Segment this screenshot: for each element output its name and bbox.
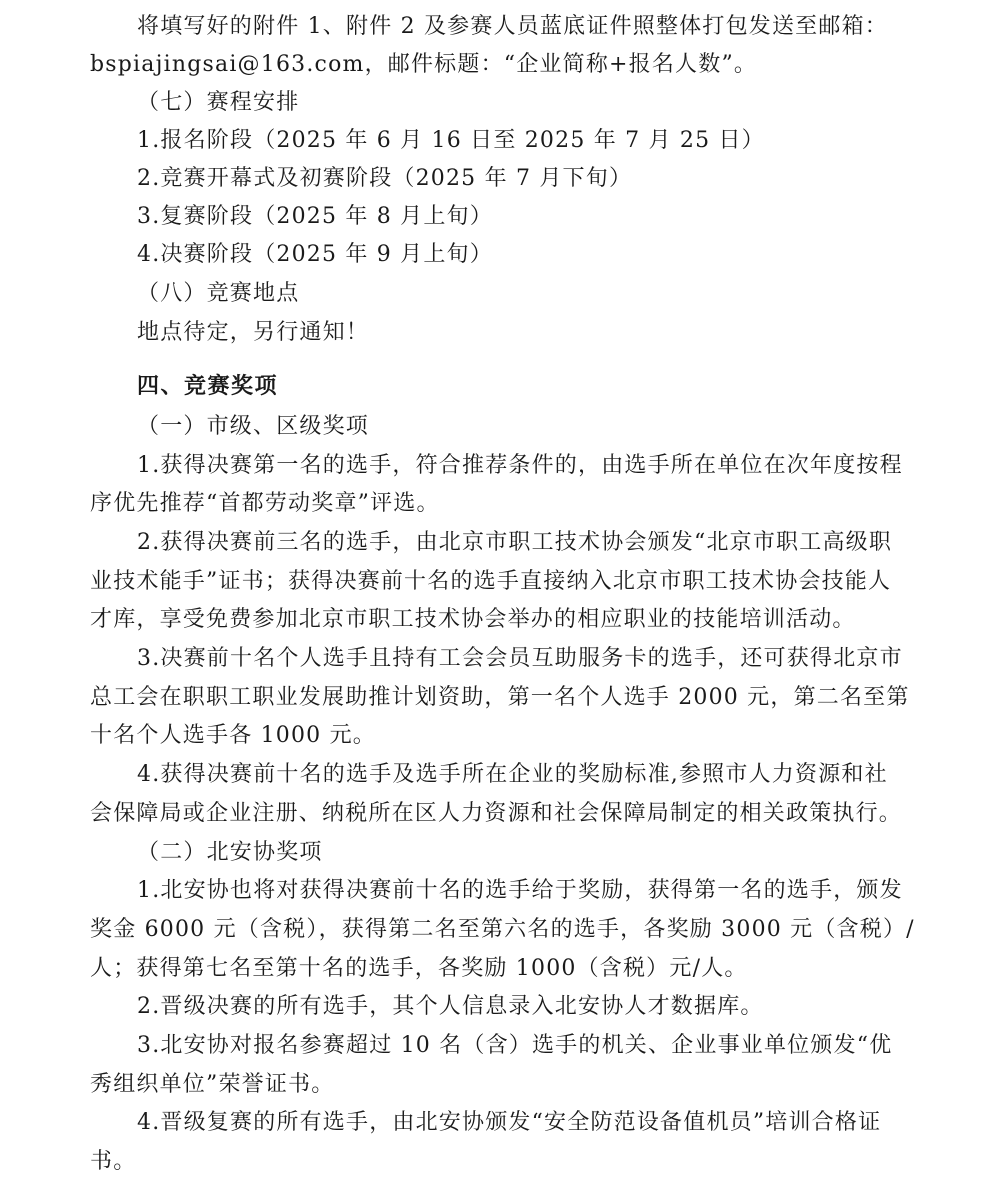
paragraph-line: 总工会在职职工职业发展助推计划资助，第一名个人选手 2000 元，第二名至第 (90, 685, 910, 710)
section-subheading: （七）赛程安排 (137, 90, 300, 115)
paragraph-line: 2.获得决赛前三名的选手，由北京市职工技术协会颁发“北京市职工高级职 (137, 530, 893, 555)
paragraph-line: 才库，享受免费参加北京市职工技术协会举办的相应职业的技能培训活动。 (90, 607, 856, 632)
paragraph-line: 书。 (90, 1149, 137, 1174)
paragraph-line: 1.获得决赛第一名的选手，符合推荐条件的，由选手所在单位在次年度按程 (137, 453, 903, 478)
list-item: 3.复赛阶段（2025 年 8 月上旬） (137, 204, 493, 229)
paragraph-line: 会保障局或企业注册、纳税所在区人力资源和社会保障局制定的相关政策执行。 (90, 801, 903, 826)
paragraph-line: 奖金 6000 元（含税），获得第二名至第六名的选手，各奖励 3000 元（含税）/ (90, 917, 915, 942)
section-heading: 四、竞赛奖项 (137, 374, 279, 399)
paragraph-line: 序优先推荐“首都劳动奖章”评选。 (90, 491, 440, 516)
paragraph-line: 人；获得第七名至第十名的选手，各奖励 1000（含税）元/人。 (90, 956, 748, 981)
list-item: 4.决赛阶段（2025 年 9 月上旬） (137, 242, 493, 267)
paragraph-line: 1.北安协也将对获得决赛前十名的选手给于奖励，获得第一名的选手，颁发 (137, 878, 903, 903)
paragraph-line: 十名个人选手各 1000 元。 (90, 723, 376, 748)
paragraph-line: 4.获得决赛前十名的选手及选手所在企业的奖励标准,参照市人力资源和社 (137, 762, 888, 787)
section-subheading: （二）北安协奖项 (137, 840, 323, 865)
section-subheading: （八）竞赛地点 (137, 281, 300, 306)
paragraph-line: 将填写好的附件 1、附件 2 及参赛人员蓝底证件照整体打包发送至邮箱： (137, 14, 888, 39)
paragraph-line: 业技术能手”证书；获得决赛前十名的选手直接纳入北京市职工技术协会技能人 (90, 569, 892, 594)
list-item: 2.竞赛开幕式及初赛阶段（2025 年 7 月下旬） (137, 166, 633, 191)
section-subheading: （一）市级、区级奖项 (137, 414, 370, 439)
paragraph-line: 2.晋级决赛的所有选手，其个人信息录入北安协人才数据库。 (137, 994, 764, 1019)
paragraph-line: 3.北安协对报名参赛超过 10 名（含）选手的机关、企业事业单位颁发“优 (137, 1033, 893, 1058)
list-item: 1.报名阶段（2025 年 6 月 16 日至 2025 年 7 月 25 日） (137, 128, 765, 153)
paragraph-line: 3.决赛前十名个人选手且持有工会会员互助服务卡的选手，还可获得北京市 (137, 646, 903, 671)
paragraph-line: 地点待定，另行通知！ (137, 320, 370, 345)
paragraph-line: bspiajingsai@163.com，邮件标题：“企业简称+报名人数”。 (90, 52, 758, 77)
paragraph-line: 秀组织单位”荣誉证书。 (90, 1072, 335, 1097)
paragraph-line: 4.晋级复赛的所有选手，由北安协颁发“安全防范设备值机员”培训合格证 (137, 1110, 882, 1135)
